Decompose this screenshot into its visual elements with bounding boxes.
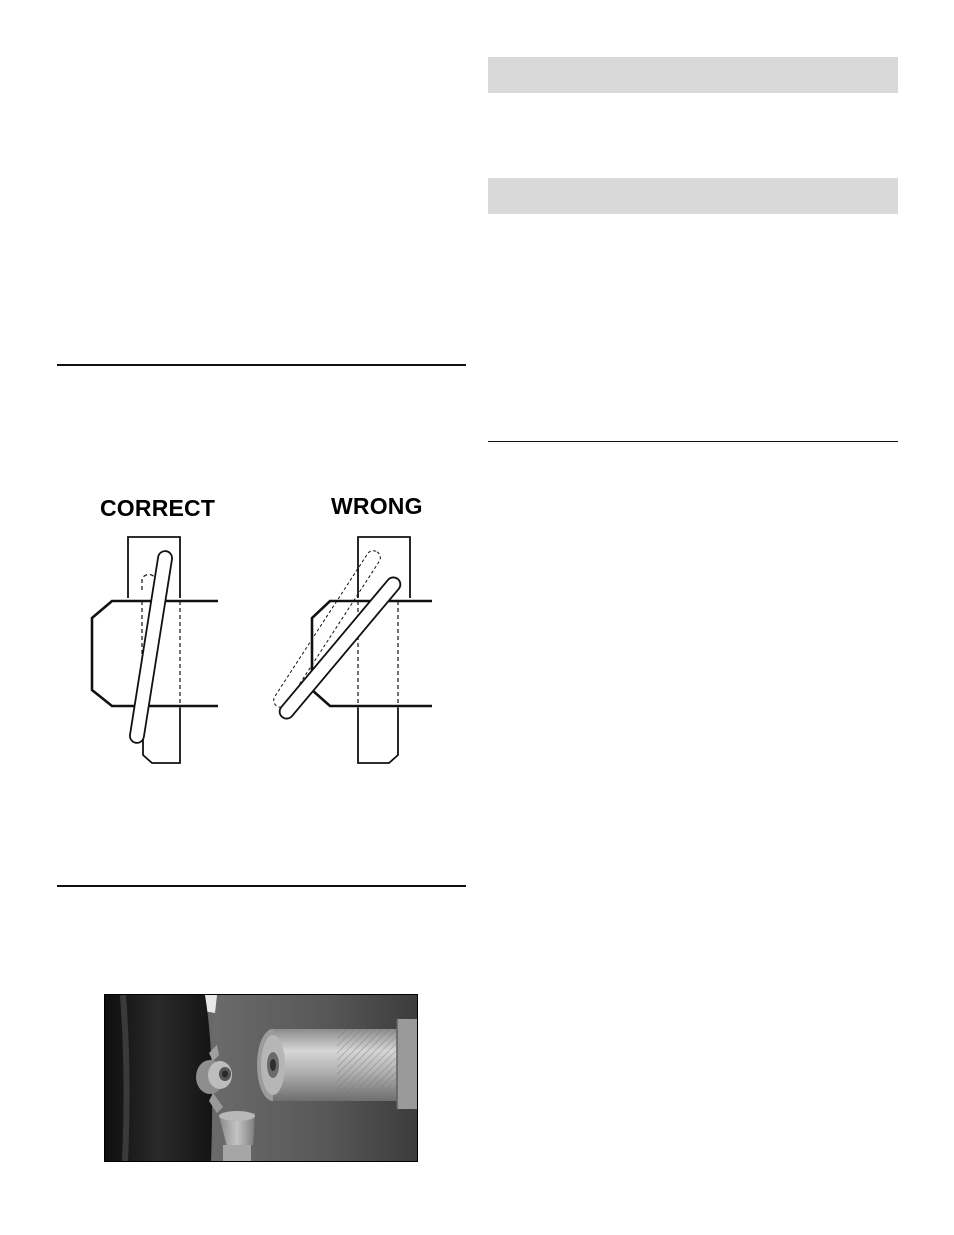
wrong-label: WRONG xyxy=(331,493,423,519)
correct-bottom-plate xyxy=(143,708,180,763)
section-header-bar-2 xyxy=(488,178,898,214)
wrong-bottom-plate xyxy=(358,708,398,763)
pin-orientation-diagram xyxy=(60,525,450,770)
grease-fitting-photo xyxy=(104,994,418,1162)
left-section-rule-2 xyxy=(57,885,466,887)
left-section-rule-1 xyxy=(57,364,466,366)
right-section-rule xyxy=(488,441,898,442)
wrong-pin-view xyxy=(271,537,432,763)
wrong-pin xyxy=(277,575,403,722)
grease-coupler xyxy=(257,1019,417,1109)
grease-fitting-photo-art xyxy=(105,995,417,1161)
correct-label: CORRECT xyxy=(100,495,216,521)
correct-pin-view xyxy=(92,537,218,763)
correct-pin xyxy=(129,550,173,744)
section-header-bar-1 xyxy=(488,57,898,93)
